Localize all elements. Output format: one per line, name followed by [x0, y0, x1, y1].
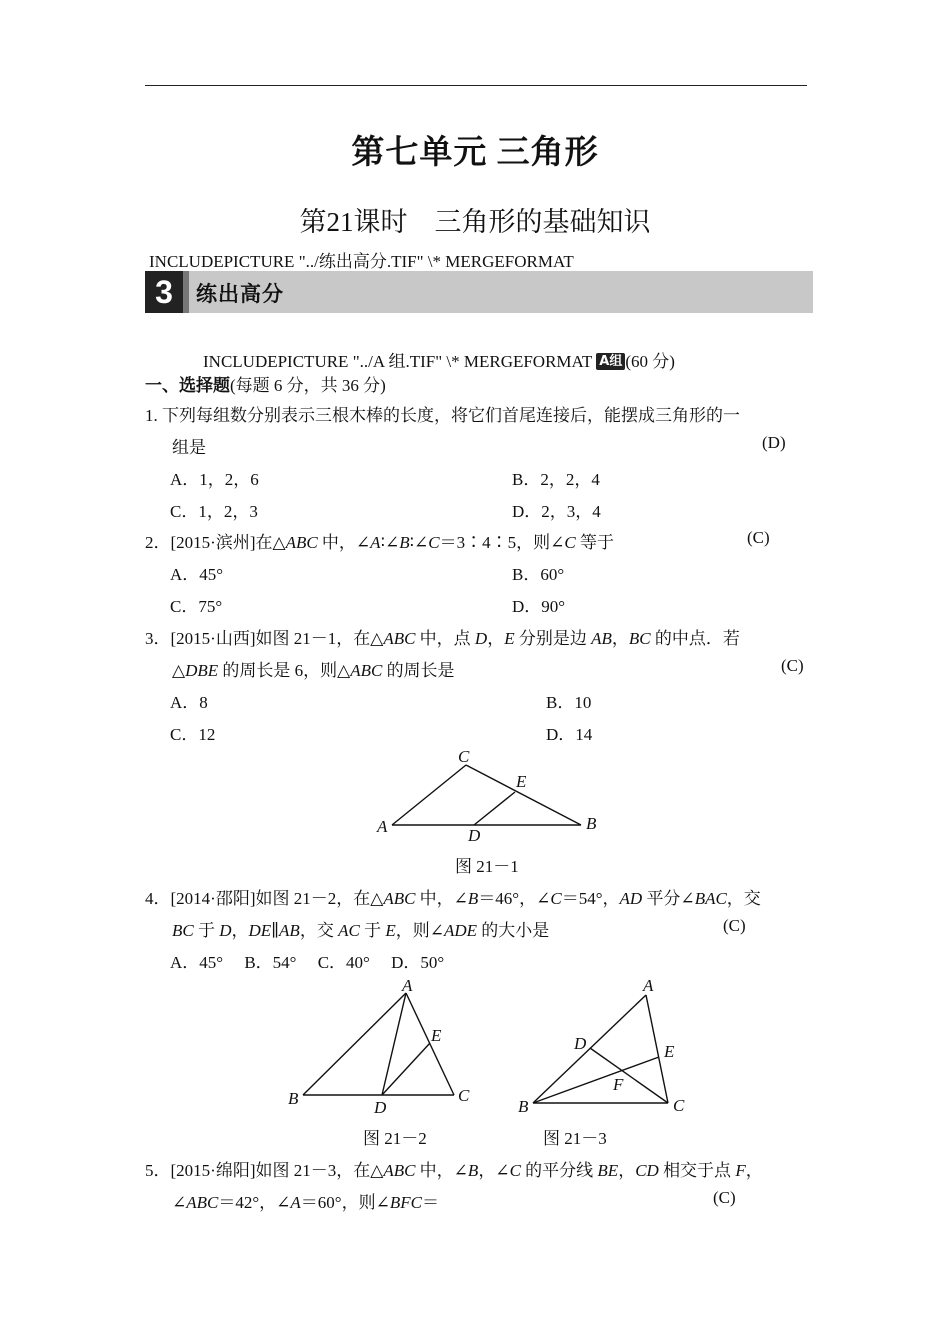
q2-option-a: A．45°: [170, 565, 224, 584]
fig2-segment-de: [382, 1043, 430, 1095]
banner-label: 练出高分: [196, 282, 284, 306]
banner-number-badge: 3: [145, 271, 183, 313]
q1-option-a: A．1，2，6: [170, 470, 259, 489]
fig2-label-a: A: [402, 976, 413, 995]
q2-option-b: B．60°: [512, 565, 565, 584]
fig3-label-c: C: [673, 1096, 685, 1115]
figure-21-2: [280, 975, 490, 1120]
q2-stem: 2．[2015·滨州]在△ABC 中，∠A∶∠B∶∠C＝3∶4∶5，则∠C 等于: [145, 533, 614, 552]
fig3-label-e: E: [664, 1042, 675, 1061]
fig1-label-a: A: [377, 817, 388, 836]
q5-stem-line2: ∠ABC＝42°，∠A＝60°，则∠BFC＝: [172, 1193, 439, 1212]
q3-stem-line1: 3．[2015·山西]如图 21－1，在△ABC 中，点 D，E 分别是边 AB，BC 的中点．若: [145, 629, 740, 648]
fig1-segment-de: [474, 792, 515, 825]
fig2-segment-ad: [382, 993, 406, 1095]
unit-title: 第七单元 三角形: [351, 135, 599, 171]
q2-option-d: D．90°: [512, 597, 566, 616]
group-field-code: INCLUDEPICTURE "../A 组.TIF" \* MERGEFORMAT: [203, 352, 593, 371]
fig1-label-d: D: [468, 826, 481, 845]
top-rule: [145, 85, 807, 86]
figure-21-3: [510, 975, 710, 1120]
q3-option-b: B．10: [546, 693, 592, 712]
fig1-label-e: E: [516, 772, 527, 791]
q3-option-a: A．8: [170, 693, 208, 712]
section-note: (每题 6 分，共 36 分): [230, 376, 386, 395]
lesson-title: 第21课时 三角形的基础知识: [299, 207, 651, 237]
q4-options: A．45° B．54° C．40° D．50°: [170, 953, 445, 972]
fig1-label-c: C: [458, 747, 470, 766]
figure-21-2-caption: 图 21－2: [363, 1129, 427, 1148]
fig2-side-ba: [303, 993, 406, 1095]
fig2-label-d: D: [374, 1098, 387, 1117]
q1-answer: (D): [762, 433, 786, 452]
fig2-label-b: B: [288, 1089, 299, 1108]
fig3-label-d: D: [574, 1034, 587, 1053]
section-title: [145, 371, 386, 396]
q3-answer: (C): [781, 656, 804, 675]
q4-answer: (C): [723, 916, 746, 935]
group-line: [203, 347, 675, 372]
q2-answer: (C): [747, 528, 770, 547]
q1-option-b: B．2，2，4: [512, 470, 600, 489]
fig1-label-b: B: [586, 814, 597, 833]
q1-option-c: C．1，2，3: [170, 502, 258, 521]
field-code-banner: INCLUDEPICTURE "../练出高分.TIF" \* MERGEFORMAT: [149, 252, 574, 271]
figure-21-1: [370, 745, 610, 845]
q1-stem-line1: 1. 下列每组数分别表示三根木棒的长度，将它们首尾连接后，能摆成三角形的一: [145, 406, 740, 425]
q1-option-d: D．2，3，4: [512, 502, 601, 521]
q5-stem-line1: 5．[2015·绵阳]如图 21－3，在△ABC 中，∠B，∠C 的平分线 BE，CD 相交于点 F，: [145, 1161, 763, 1180]
q4-stem-line1: 4．[2014·邵阳]如图 21－2，在△ABC 中，∠B＝46°，∠C＝54°，AD 平分∠BAC，交: [145, 889, 761, 908]
fig3-label-b: B: [518, 1097, 529, 1116]
q4-stem-line2: BC 于 D，DE∥AB，交 AC 于 E，则∠ADE 的大小是: [172, 921, 550, 940]
fig2-label-e: E: [431, 1026, 442, 1045]
fig3-bisector-be: [533, 1057, 659, 1103]
fig3-side-ba: [533, 995, 646, 1103]
fig2-label-c: C: [458, 1086, 470, 1105]
q5-answer: (C): [713, 1188, 736, 1207]
q1-stem-line2: 组是: [172, 438, 206, 457]
fig3-label-f: F: [613, 1075, 624, 1094]
figure-21-3-caption: 图 21－3: [543, 1129, 607, 1148]
group-score: (60 分): [625, 352, 675, 371]
figure-21-1-caption: 图 21－1: [455, 857, 519, 876]
a-group-badge: A组: [596, 353, 625, 370]
fig1-side-ac: [392, 765, 466, 825]
q3-option-c: C．12: [170, 725, 216, 744]
fig3-label-a: A: [643, 976, 654, 995]
q3-stem-line2: △DBE 的周长是 6，则△ABC 的周长是: [172, 661, 455, 680]
q2-option-c: C．75°: [170, 597, 223, 616]
banner-badge-shadow: [183, 271, 189, 313]
section-title-text: 一、选择题: [145, 376, 230, 395]
fig3-bisector-cd: [590, 1048, 668, 1103]
q3-option-d: D．14: [546, 725, 593, 744]
